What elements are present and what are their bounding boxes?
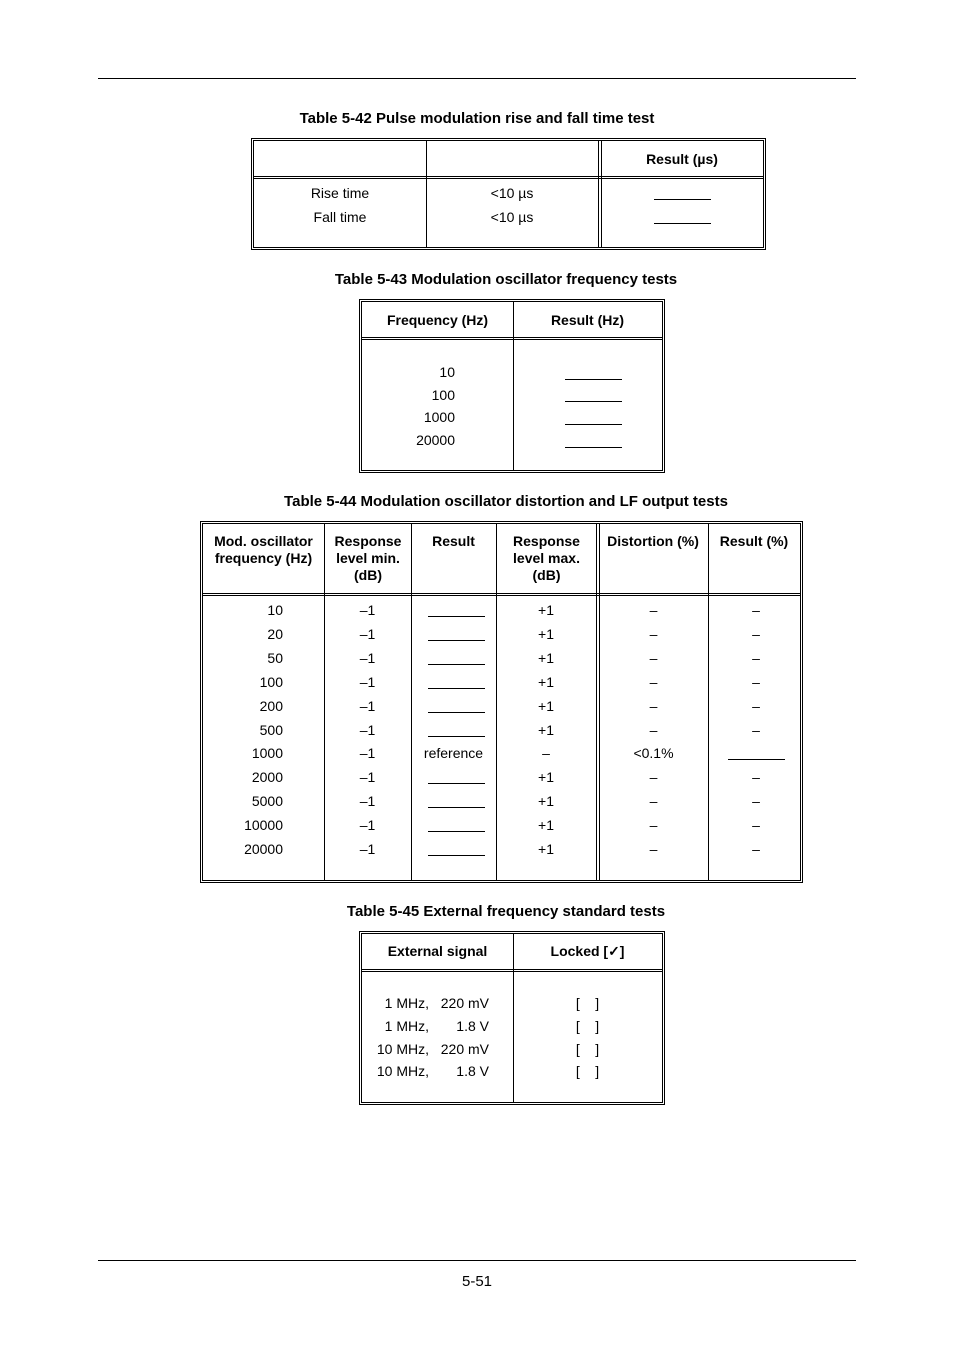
- result-blank[interactable]: [565, 379, 622, 380]
- distortion-value: –: [649, 841, 658, 857]
- mod-frequency: 200: [259, 697, 283, 714]
- level-min: –1: [359, 721, 376, 738]
- header-locked: Locked [✓]: [550, 943, 625, 959]
- result-percent: –: [752, 841, 760, 857]
- frequency-value: 10: [439, 364, 455, 380]
- top-rule: [98, 78, 856, 79]
- distortion-value: –: [649, 793, 658, 810]
- table-5-44-caption: Table 5-44 Modulation oscillator distortion and LF output tests: [284, 493, 728, 510]
- distortion-value: –: [649, 625, 658, 642]
- bottom-rule: [98, 1260, 856, 1261]
- page-number: 5-51: [461, 1273, 493, 1290]
- level-min: –1: [359, 625, 376, 642]
- result-percent: –: [752, 793, 760, 810]
- header-mod-frequency: Mod. oscillator frequency (Hz): [214, 533, 313, 566]
- mod-frequency: 2000: [251, 769, 283, 786]
- distortion-value: –: [649, 673, 658, 690]
- result-value-blank[interactable]: [428, 664, 485, 665]
- result-percent: –: [752, 673, 760, 690]
- result-value-blank[interactable]: [428, 807, 485, 808]
- mod-frequency: 50: [267, 649, 283, 666]
- signal-frequency: 10 MHz,: [376, 1041, 429, 1057]
- result-blank[interactable]: [565, 447, 622, 448]
- table-5-43-caption: Table 5-43 Modulation oscillator frequency tests: [334, 271, 678, 288]
- frequency-value: 100: [431, 387, 455, 403]
- level-min: –1: [359, 769, 376, 786]
- table-5-45: [359, 931, 665, 1105]
- level-min: –1: [359, 602, 376, 618]
- level-min: –1: [359, 649, 376, 666]
- level-min: –1: [359, 817, 376, 834]
- level-max: +1: [538, 841, 554, 857]
- distortion-value: <0.1%: [633, 745, 674, 762]
- result-value-blank[interactable]: [428, 712, 485, 713]
- level-max: +1: [538, 625, 554, 642]
- frequency-value: 20000: [416, 432, 455, 448]
- result-value: reference: [423, 745, 484, 762]
- locked-checkbox[interactable]: [ ]: [575, 1018, 600, 1034]
- result-percent: –: [752, 817, 760, 834]
- level-max: +1: [538, 602, 554, 618]
- header-frequency: Frequency (Hz): [386, 312, 489, 328]
- locked-checkbox[interactable]: [ ]: [575, 1041, 600, 1057]
- mod-frequency: 20: [267, 625, 283, 642]
- signal-frequency: 1 MHz,: [384, 995, 429, 1011]
- level-min: –1: [359, 673, 376, 690]
- result-value-blank[interactable]: [428, 783, 485, 784]
- header-result: Result (µs): [646, 151, 718, 167]
- distortion-value: –: [649, 697, 658, 714]
- header-level-max: Response level max. (dB): [513, 533, 580, 583]
- locked-checkbox[interactable]: [ ]: [575, 1063, 600, 1079]
- signal-level: 1.8 V: [456, 1018, 489, 1034]
- header-result: Result (Hz): [550, 312, 625, 328]
- result-value-blank[interactable]: [428, 640, 485, 641]
- signal-frequency: 10 MHz,: [376, 1063, 429, 1079]
- mod-frequency: 20000: [244, 841, 283, 857]
- header-result-percent: Result (%): [719, 533, 789, 549]
- distortion-value: –: [649, 817, 658, 834]
- signal-level: 220 mV: [440, 1041, 489, 1057]
- level-max: –: [542, 745, 550, 762]
- row-label: Fall time: [313, 209, 367, 225]
- table-5-45-caption: Table 5-45 External frequency standard tests: [346, 903, 666, 920]
- level-min: –1: [359, 841, 376, 857]
- result-value-blank[interactable]: [428, 616, 485, 617]
- result-value-blank[interactable]: [428, 831, 485, 832]
- level-max: +1: [538, 673, 554, 690]
- row-limit: <10 µs: [490, 185, 534, 201]
- distortion-value: –: [649, 721, 658, 738]
- result-value-blank[interactable]: [428, 688, 485, 689]
- result-percent: –: [752, 769, 760, 786]
- result-blank[interactable]: [654, 199, 711, 200]
- result-percent: –: [752, 697, 760, 714]
- frequency-value: 1000: [423, 409, 455, 425]
- level-min: –1: [359, 745, 376, 762]
- result-percent-blank[interactable]: [728, 759, 785, 760]
- result-percent: –: [752, 625, 760, 642]
- distortion-value: –: [649, 769, 658, 786]
- level-max: +1: [538, 793, 554, 810]
- row-limit: <10 µs: [490, 209, 534, 225]
- mod-frequency: 500: [259, 721, 283, 738]
- level-max: +1: [538, 721, 554, 738]
- level-max: +1: [538, 769, 554, 786]
- mod-frequency: 10: [267, 602, 283, 618]
- level-max: +1: [538, 649, 554, 666]
- result-percent: –: [752, 649, 760, 666]
- mod-frequency: 1000: [251, 745, 283, 762]
- table-5-42-caption: Table 5-42 Pulse modulation rise and fall time test: [299, 110, 655, 127]
- result-value-blank[interactable]: [428, 855, 485, 856]
- distortion-value: –: [649, 649, 658, 666]
- level-max: +1: [538, 697, 554, 714]
- locked-checkbox[interactable]: [ ]: [575, 995, 600, 1011]
- mod-frequency: 5000: [251, 793, 283, 810]
- table-5-43: [359, 299, 665, 473]
- signal-frequency: 1 MHz,: [384, 1018, 429, 1034]
- signal-level: 1.8 V: [456, 1063, 489, 1079]
- mod-frequency: 10000: [244, 817, 283, 834]
- header-result: Result: [432, 533, 475, 549]
- header-level-min: Response level min. (dB): [334, 533, 402, 583]
- signal-level: 220 mV: [440, 995, 489, 1011]
- level-min: –1: [359, 697, 376, 714]
- header-external-signal: External signal: [387, 943, 488, 959]
- result-blank[interactable]: [654, 223, 711, 224]
- result-blank[interactable]: [565, 401, 622, 402]
- mod-frequency: 100: [259, 673, 283, 690]
- row-label: Rise time: [310, 185, 370, 201]
- table-5-42: [251, 138, 766, 250]
- result-blank[interactable]: [565, 424, 622, 425]
- result-value-blank[interactable]: [428, 736, 485, 737]
- header-distortion: Distortion (%): [607, 533, 699, 549]
- result-percent: –: [752, 602, 760, 618]
- level-max: +1: [538, 817, 554, 834]
- result-percent: –: [752, 721, 760, 738]
- level-min: –1: [359, 793, 376, 810]
- table-5-44: [200, 521, 803, 883]
- distortion-value: –: [649, 602, 658, 618]
